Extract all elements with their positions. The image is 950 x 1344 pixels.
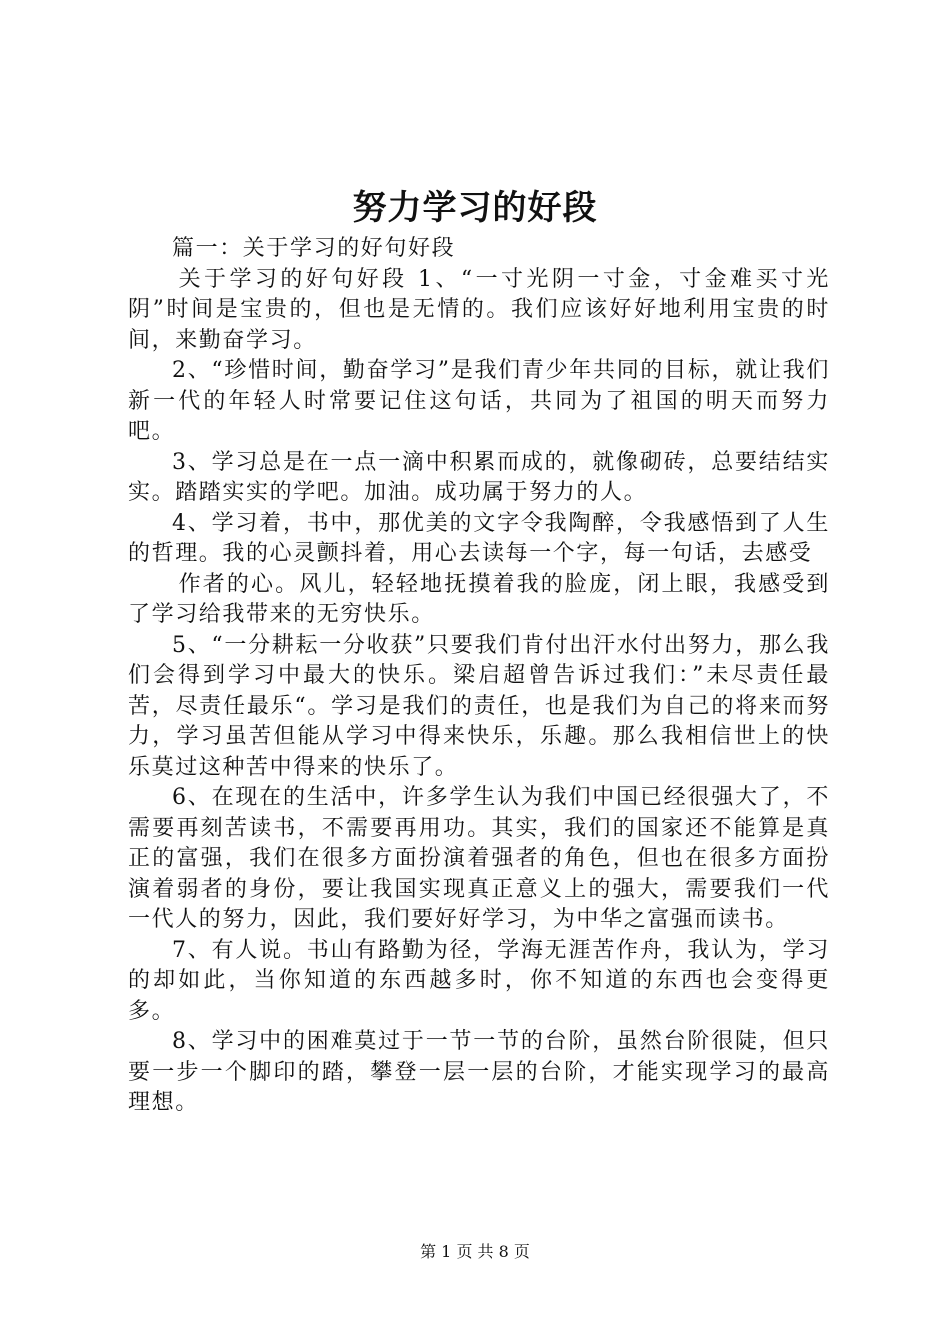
- paragraph: 8、学习中的困难莫过于一节一节的台阶，虽然台阶很陡，但只要一步一个脚印的踏，攀登一层一层的台阶，才能实现学习的最高理想。: [128, 1029, 830, 1115]
- section-heading: 篇一：关于学习的好句好段: [172, 236, 456, 261]
- document-body: [128, 234, 830, 1119]
- paragraph: 关于学习的好句好段 1、“一寸光阴一寸金，寸金难买寸光阴”时间是宝贵的，但也是无情的。我们应该好好地利用宝贵的时间，来勤奋学习。: [128, 266, 830, 353]
- page-footer: 第 1 页 共 8 页: [420, 1242, 530, 1261]
- paragraph: 2、“珍惜时间，勤奋学习”是我们青少年共同的目标，就让我们新一代的年轻人时常要记住这句话，共同为了祖国的明天而努力吧。: [128, 358, 830, 444]
- paragraph: 5、“一分耕耘一分收获”只要我们肯付出汗水付出努力，那么我们会得到学习中最大的快乐。梁启超曾告诉过我们：”未尽责任最苦，尽责任最乐“。学习是我们的责任，也是我们为自己的将来而努力，学习虽苦但能从学习中得来快乐，乐趣。那么我相信世上的快乐莫过这种苦中得来的快乐了。: [128, 632, 830, 780]
- paragraph: 7、有人说。书山有路勤为径，学海无涯苦作舟，我认为，学习的却如此，当你知道的东西越多时，你不知道的东西也会变得更多。: [128, 937, 830, 1024]
- paragraph: 作者的心。风儿，轻轻地抚摸着我的脸庞，闭上眼，我感受到了学习给我带来的无穷快乐。: [128, 571, 830, 627]
- paragraph: 6、在现在的生活中，许多学生认为我们中国已经很强大了，不需要再刻苦读书，不需要再用功。其实，我们的国家还不能算是真正的富强，我们在很多方面扮演着强者的角色，但也在很多方面扮演着弱者的身份，要让我国实现真正意义上的强大，需要我们一代一代人的努力，因此，我们要好好学习，为中华之富强而读书。: [128, 785, 830, 932]
- paragraph: 3、学习总是在一点一滴中积累而成的，就像砌砖，总要结结实实。踏踏实实的学吧。加油。成功属于努力的人。: [128, 449, 830, 505]
- paragraph: 4、学习着，书中，那优美的文字令我陶醉，令我感悟到了人生的哲理。我的心灵颤抖着，用心去读每一个字，每一句话，去感受: [128, 510, 830, 566]
- page-title: 努力学习的好段: [352, 188, 598, 228]
